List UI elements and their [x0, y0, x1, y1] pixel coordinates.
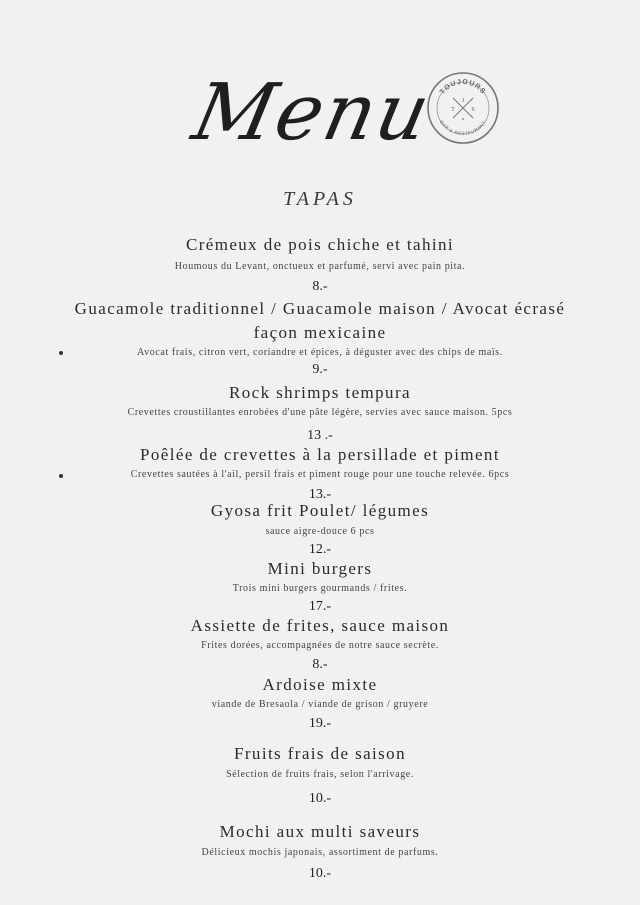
menu-item-name: Mini burgers [267, 559, 373, 578]
menu-item-price: 12.- [308, 542, 332, 557]
menu-title: Menu [185, 68, 440, 158]
logo-letter-right: S [471, 107, 475, 113]
menu-item-price: 13 .- [307, 428, 333, 443]
menu-item-price: 10.- [308, 791, 332, 806]
logo-letter-left: T [451, 107, 455, 113]
menu-item-name: Assiette de frites, sauce maison [190, 616, 450, 635]
menu-item-description: Trois mini burgers gourmands / frites. [232, 583, 408, 594]
menu-item-name: Gyosa frit Poulet/ légumes [210, 501, 430, 520]
menu-item-description: Crevettes croustillantes enrobées d'une pâte légère, servies avec sauce maison. 5pcs [127, 407, 513, 418]
menu-item-description: sauce aigre-douce 6 pcs [265, 526, 375, 537]
menu-item-name-line2: façon mexicaine [253, 323, 387, 342]
menu-item-name: Rock shrimps tempura [229, 383, 411, 402]
menu-item-name: Guacamole traditionnel / Guacamole maison / Avocat écrasé [74, 299, 566, 318]
menu-item-description: Sélection de fruits frais, selon l'arrivage. [226, 769, 414, 780]
menu-item-name: Poêlée de crevettes à la persillade et piment [140, 445, 500, 464]
svg-text:TOUJOURS [439, 79, 487, 96]
section-title-tapas: TAPAS [283, 188, 357, 210]
menu-item-price: 8.- [312, 657, 328, 672]
logo-top-text: TOUJOURS [439, 78, 487, 96]
menu-item-price: 8.- [312, 279, 328, 294]
menu-item-description: viande de Bresaola / viande de grison / gruyere [211, 699, 429, 710]
menu-item-description: Houmous du Levant, onctueux et parfumé, servi avec pain pita. [174, 261, 466, 272]
menu-item-description: Frites dorées, accompagnées de notre sauce secrète. [201, 640, 439, 651]
menu-item-price: 17.- [308, 599, 332, 614]
menu-item-price: 13.- [308, 487, 332, 502]
menu-item-description: Crevettes sautées à l'ail, persil frais et piment rouge pour une touche relevée. 6pcs [130, 469, 510, 480]
svg-text:BAR & RESTAURANT [439, 120, 487, 136]
menu-item-name: Mochi aux multi saveurs [219, 822, 421, 841]
menu-item-name: Fruits frais de saison [234, 744, 406, 763]
menu-item-price: 10.- [308, 866, 332, 881]
menu-item-description: Avocat frais, citron vert, coriandre et épices, à déguster avec des chips de maïs. [137, 347, 503, 358]
logo-bottom-text: BAR & RESTAURANT [438, 119, 488, 137]
menu-item-name: Ardoise mixte [262, 675, 378, 694]
restaurant-logo [426, 71, 500, 145]
menu-item-price: 19.- [308, 716, 332, 731]
logo-letter-top: J [461, 98, 465, 104]
menu-item-name: Crémeux de pois chiche et tahini [185, 235, 455, 254]
menu-item-description: Délicieux mochis japonais, assortiment de parfums. [201, 847, 439, 858]
menu-item-price: 9.- [312, 362, 328, 377]
